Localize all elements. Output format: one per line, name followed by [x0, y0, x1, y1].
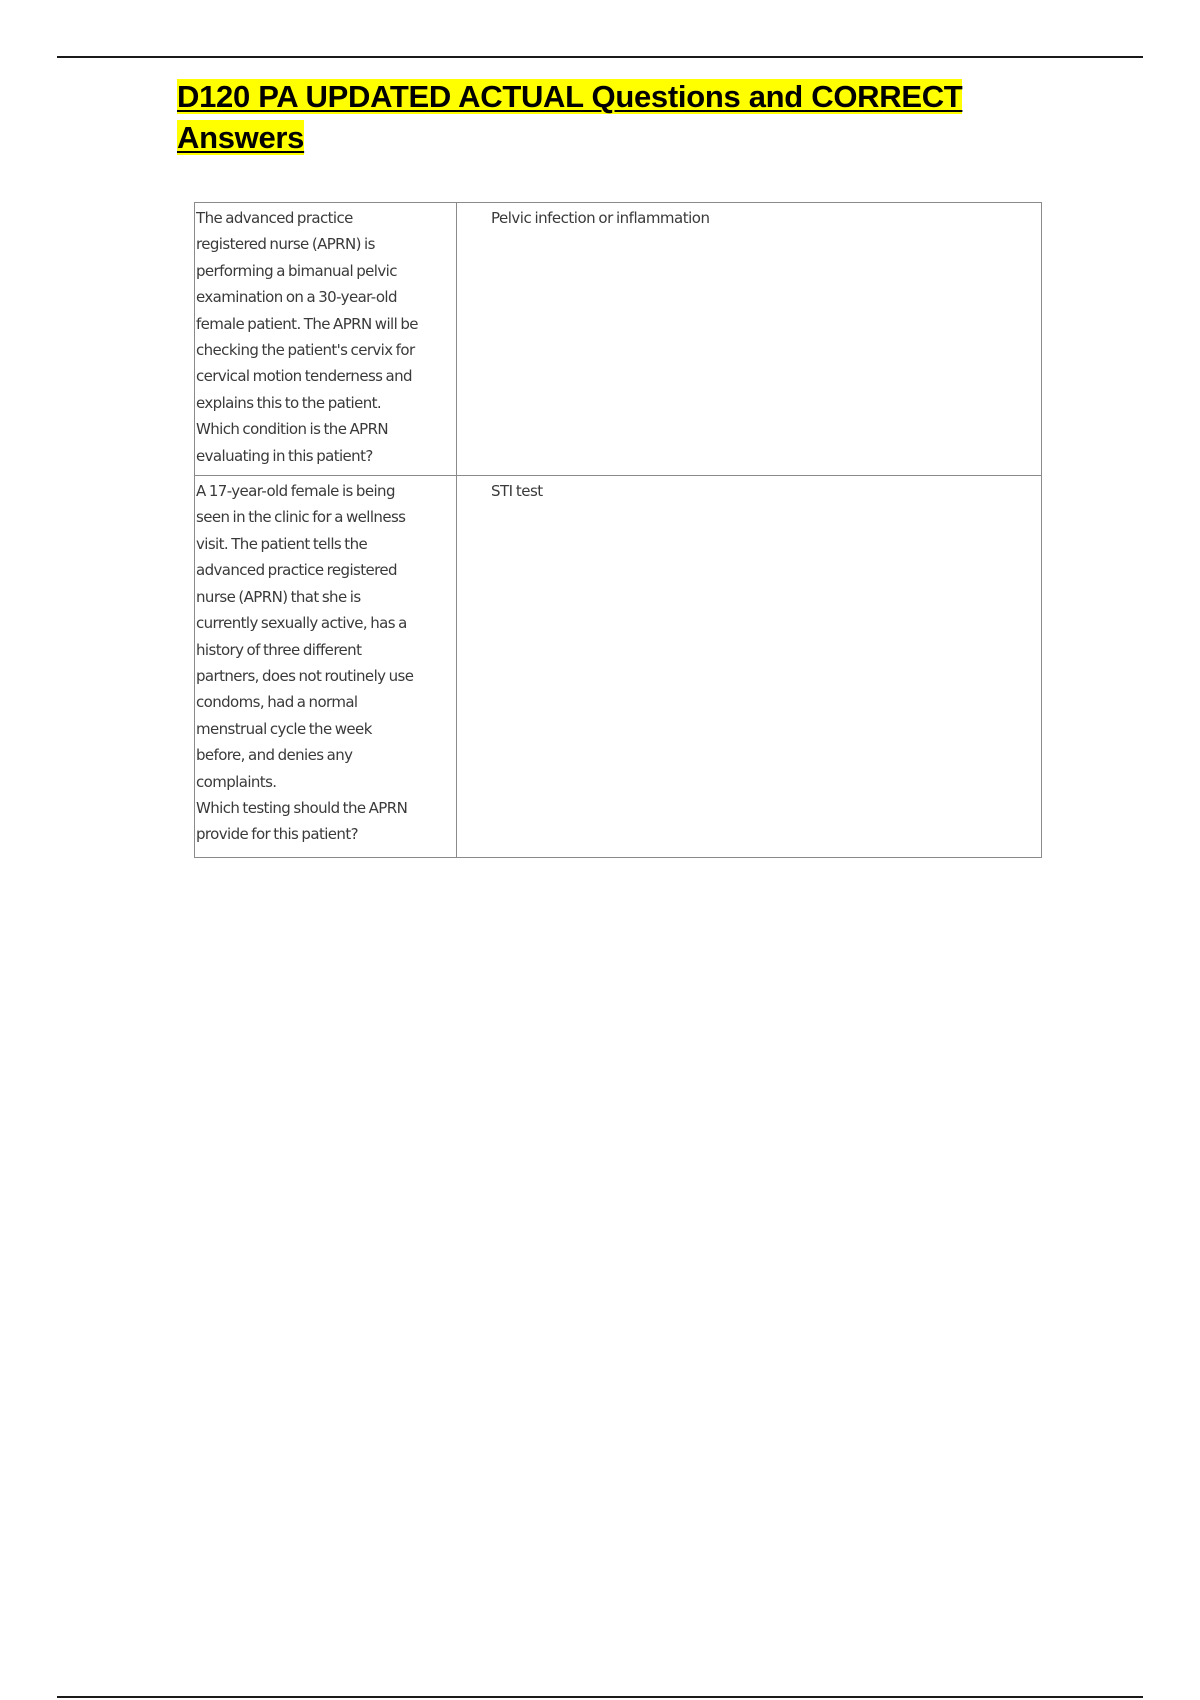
footer-rule [57, 1696, 1143, 1698]
title-highlight: D120 PA UPDATED ACTUAL Questions and CORRECT Answers [177, 79, 963, 155]
answer-cell [457, 203, 1042, 476]
table-row [195, 203, 1042, 476]
document-title [177, 76, 997, 158]
question-text: The advanced practice registered nurse (APRN) is performing a bimanual pelvic examination on a 30-year-old female patient. The APRN will be checking the patient's cervix for cervical motion tenderness and explains this to the patient. Which condition is the APRN evaluating in this patient? [196, 209, 418, 465]
answer-cell [457, 476, 1042, 858]
question-cell [195, 203, 457, 476]
question-text: A 17-year-old female is being seen in the clinic for a wellness visit. The patient tells the advanced practice registered nurse (APRN) that she is currently sexually active, has a history of three different partners, does not routinely use condoms, had a normal menstrual cycle the week before, and denies any complaints. Which testing should the APRN provide for this patient? [196, 482, 414, 844]
header-rule [57, 56, 1143, 58]
qa-table [194, 202, 1042, 858]
table-row [195, 476, 1042, 858]
answer-text: STI test [491, 482, 543, 501]
question-cell [195, 476, 457, 858]
answer-text: Pelvic infection or inflammation [491, 209, 710, 227]
